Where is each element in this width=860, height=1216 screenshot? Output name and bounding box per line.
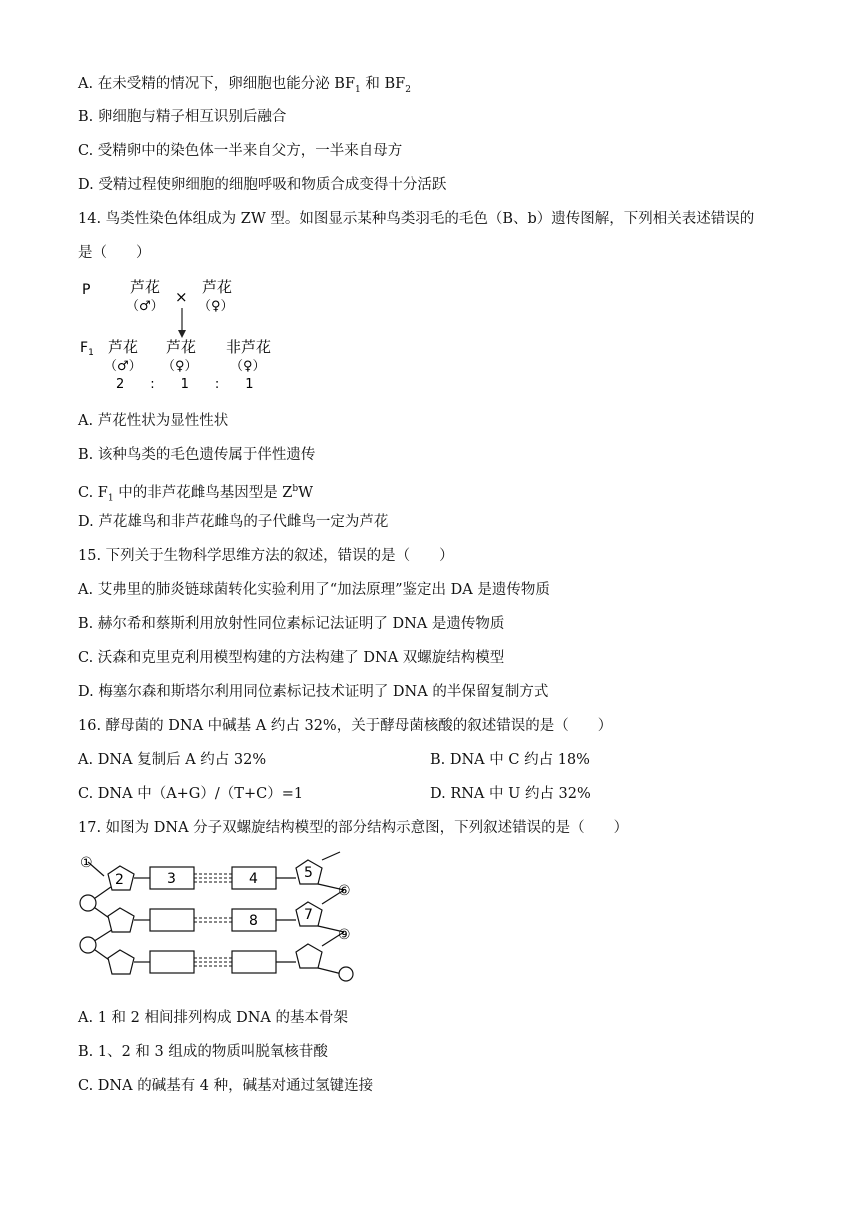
- parent1-sex: （♂）: [126, 299, 164, 314]
- phosphate-circle: [80, 895, 96, 911]
- label-5: 5: [304, 865, 313, 881]
- right-backbone-bond: [318, 968, 342, 974]
- q14-option-c: C. $F_1$ 中的非芦花雌鸟基因型是 $Z^bW$: [78, 484, 314, 504]
- dna-structure-diagram: [78, 848, 368, 988]
- label-7: 7: [304, 907, 313, 923]
- offspring-ratio: 2 : 1 : 1: [116, 377, 254, 392]
- child2-sex: （♀）: [162, 359, 198, 374]
- q14-option-a: A. 芦花性状为显性性状: [78, 413, 229, 429]
- q17-option-c: C. DNA 的碱基有 4 种，碱基对通过氢键连接: [78, 1078, 374, 1094]
- phosphate-circle: [80, 937, 96, 953]
- q17-option-b: B. 1、2 和 3 组成的物质叫脱氧核苷酸: [78, 1044, 328, 1060]
- q14-option-b: B. 该种鸟类的毛色遗传属于伴性遗传: [78, 447, 316, 463]
- q15-option-b: B. 赫尔希和蔡斯利用放射性同位素标记法证明了 DNA 是遗传物质: [78, 616, 505, 632]
- deoxyribose-pentagon: [108, 908, 134, 932]
- q14-option-d: D. 芦花雄鸟和非芦花雌鸟的子代雌鸟一定为芦花: [78, 514, 389, 530]
- child3-sex: （♀）: [230, 359, 266, 374]
- q16-option-d: D. RNA 中 U 约占 32%: [430, 786, 591, 802]
- child1-sex: （♂）: [104, 359, 142, 374]
- hydrogen-bonds: [194, 874, 232, 966]
- q13-option-b: B. 卵细胞与精子相互识别后融合: [78, 109, 287, 125]
- q13-option-c: C. 受精卵中的染色体一半来自父方，一半来自母方: [78, 143, 403, 159]
- label-8: 8: [249, 913, 258, 929]
- inheritance-cross-diagram: [78, 272, 308, 402]
- child2-trait: 芦花: [166, 338, 197, 356]
- q15-option-d: D. 梅塞尔森和斯塔尔利用同位素标记技术证明了 DNA 的半保留复制方式: [78, 684, 549, 700]
- q17-option-a: A. 1 和 2 相间排列构成 DNA 的基本骨架: [78, 1010, 348, 1026]
- q13-option-d: D. 受精过程使卵细胞的细胞呼吸和物质合成变得十分活跃: [78, 177, 447, 193]
- base-rectangle: [232, 951, 276, 973]
- deoxyribose-pentagon: [108, 950, 134, 974]
- f1-generation-label: $F_1$: [80, 340, 94, 358]
- cross-arrow-head: [178, 330, 186, 338]
- right-backbone-bond: [322, 852, 340, 860]
- q16-stem: 16. 酵母菌的 DNA 中碱基 A 约占 32%，关于酵母菌核酸的叙述错误的是（ ）: [78, 718, 613, 734]
- label-2: 2: [115, 872, 124, 888]
- q16-option-c: C. DNA 中（A+G）/（T+C）=1: [78, 786, 304, 802]
- q14-stem-line2: 是（ ）: [78, 245, 151, 261]
- label-3: 3: [167, 871, 176, 887]
- label-4: 4: [249, 871, 258, 887]
- p-generation-label: P: [82, 282, 91, 298]
- q14-stem-line1: 14. 鸟类性染色体组成为 ZW 型。如图显示某种鸟类羽毛的毛色（B、b）遗传图解，下列相关表述错误的: [78, 211, 755, 227]
- parent1-trait: 芦花: [130, 278, 161, 296]
- q15-option-c: C. 沃森和克里克利用模型构建的方法构建了 DNA 双螺旋结构模型: [78, 650, 505, 666]
- label-6: ⑥: [338, 883, 351, 899]
- q17-stem: 17. 如图为 DNA 分子双螺旋结构模型的部分结构示意图，下列叙述错误的是（ ）: [78, 820, 629, 836]
- deoxyribose-pentagon: [296, 944, 322, 968]
- q16-option-a: A. DNA 复制后 A 约占 32%: [78, 752, 267, 768]
- q15-stem: 15. 下列关于生物科学思维方法的叙述，错误的是（ ）: [78, 548, 454, 564]
- cross-symbol: ×: [175, 288, 188, 306]
- parent2-trait: 芦花: [202, 278, 233, 296]
- q15-option-a: A. 艾弗里的肺炎链球菌转化实验利用了“加法原理”鉴定出 DA 是遗传物质: [78, 582, 550, 598]
- base-rectangle: [150, 951, 194, 973]
- child3-trait: 非芦花: [226, 338, 272, 356]
- q16-option-b: B. DNA 中 C 约占 18%: [430, 752, 590, 768]
- phosphate-circle: [339, 967, 353, 981]
- parent2-sex: （♀）: [198, 299, 234, 314]
- label-9: ⑨: [338, 927, 351, 943]
- base-rectangle: [150, 909, 194, 931]
- label-1: ①: [80, 855, 93, 871]
- q13-option-a: A. 在未受精的情况下，卵细胞也能分泌 $BF_1$ 和 $BF_2$: [78, 76, 411, 95]
- child1-trait: 芦花: [108, 338, 139, 356]
